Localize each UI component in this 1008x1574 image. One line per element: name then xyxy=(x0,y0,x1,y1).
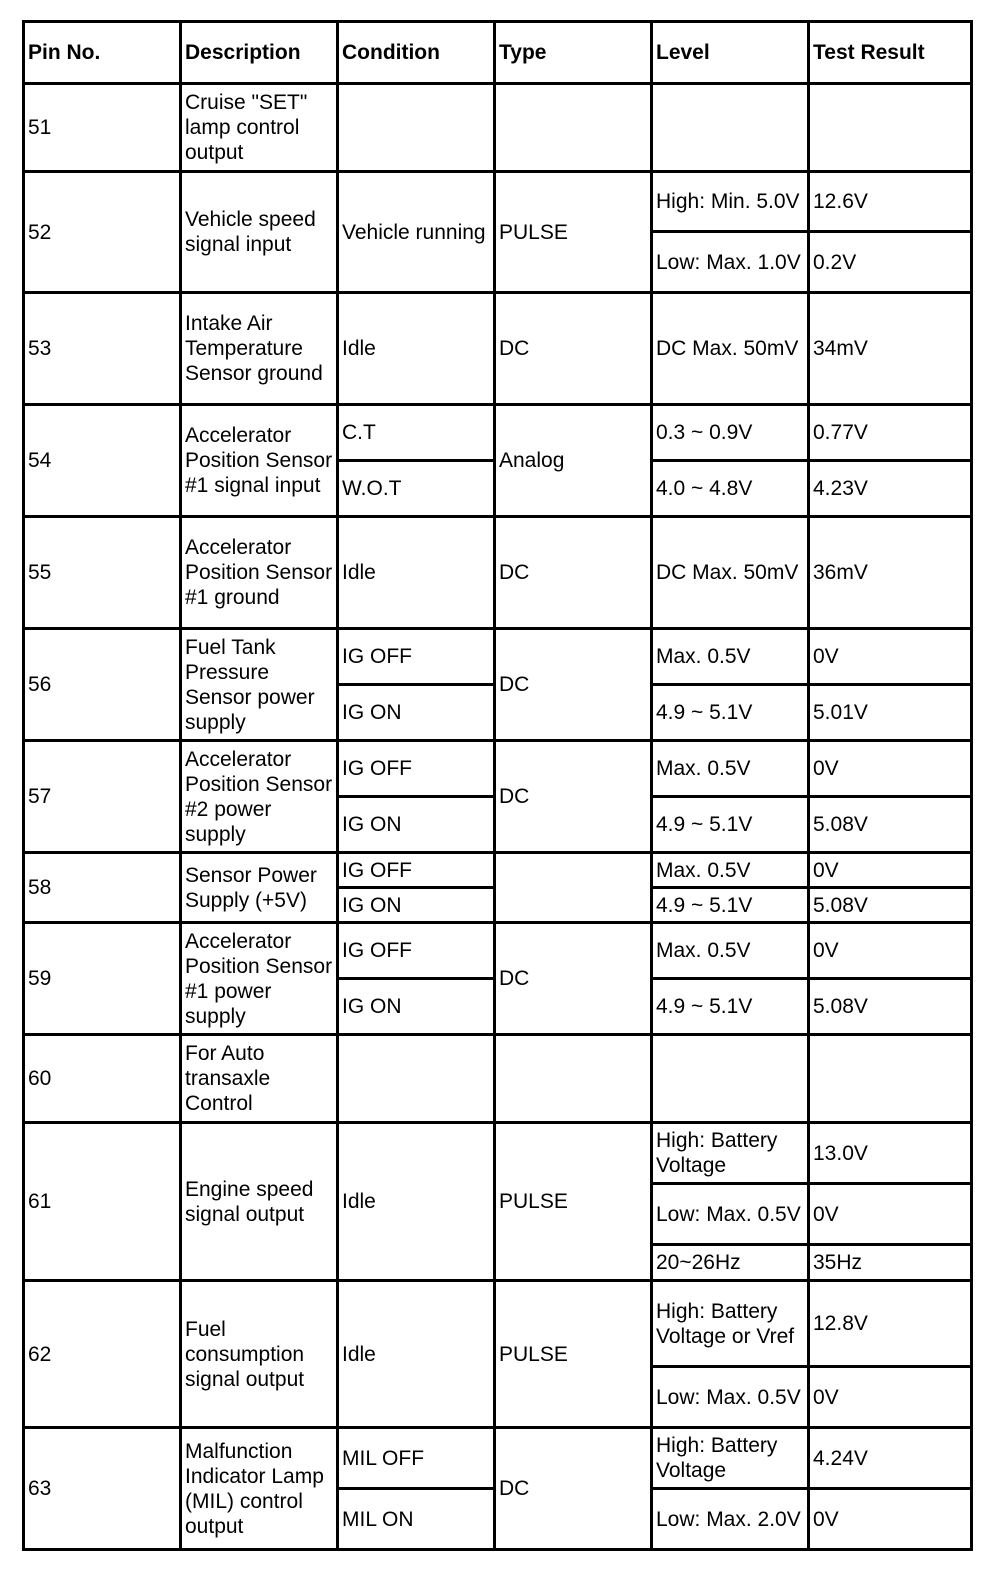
description: Accelerator Position Sensor #1 power supply xyxy=(181,923,338,1035)
test-result: 5.08V xyxy=(809,979,972,1035)
condition: IG ON xyxy=(338,685,495,741)
type xyxy=(495,84,652,172)
table-row xyxy=(24,1428,972,1489)
test-result: 5.08V xyxy=(809,797,972,853)
header-description: Description xyxy=(181,22,338,84)
condition: IG ON xyxy=(338,979,495,1035)
level: 20~26Hz xyxy=(652,1245,809,1281)
test-result: 0.77V xyxy=(809,405,972,461)
test-result: 0V xyxy=(809,741,972,797)
level: 4.9 ~ 5.1V xyxy=(652,685,809,741)
condition xyxy=(338,84,495,172)
type: DC xyxy=(495,741,652,853)
pin-number: 53 xyxy=(24,293,181,405)
table-row xyxy=(24,517,972,629)
test-result: 0V xyxy=(809,923,972,979)
level: Max. 0.5V xyxy=(652,629,809,685)
header-test-result: Test Result xyxy=(809,22,972,84)
level xyxy=(652,1035,809,1123)
pin-number: 57 xyxy=(24,741,181,853)
level: 4.9 ~ 5.1V xyxy=(652,979,809,1035)
pin-number: 63 xyxy=(24,1428,181,1550)
description: Vehicle speed signal input xyxy=(181,172,338,293)
header-pin: Pin No. xyxy=(24,22,181,84)
type: DC xyxy=(495,1428,652,1550)
table-row xyxy=(24,172,972,232)
pin-number: 58 xyxy=(24,853,181,923)
description: Fuel consumption signal output xyxy=(181,1281,338,1428)
pin-number: 56 xyxy=(24,629,181,741)
level: 4.0 ~ 4.8V xyxy=(652,461,809,517)
condition: IG ON xyxy=(338,797,495,853)
test-result: 13.0V xyxy=(809,1123,972,1184)
pin-number: 51 xyxy=(24,84,181,172)
condition: IG OFF xyxy=(338,853,495,888)
condition: IG OFF xyxy=(338,741,495,797)
test-result: 4.23V xyxy=(809,461,972,517)
table-row xyxy=(24,629,972,685)
level: Max. 0.5V xyxy=(652,923,809,979)
level: High: Battery Voltage xyxy=(652,1123,809,1184)
level: DC Max. 50mV xyxy=(652,517,809,629)
test-result xyxy=(809,1035,972,1123)
description: Malfunction Indicator Lamp (MIL) control output xyxy=(181,1428,338,1550)
condition: Idle xyxy=(338,293,495,405)
description: Accelerator Position Sensor #1 signal input xyxy=(181,405,338,517)
table-row xyxy=(24,84,972,172)
description: Fuel Tank Pressure Sensor power supply xyxy=(181,629,338,741)
condition: MIL ON xyxy=(338,1489,495,1550)
type: PULSE xyxy=(495,1281,652,1428)
type: DC xyxy=(495,293,652,405)
header-condition: Condition xyxy=(338,22,495,84)
condition: Idle xyxy=(338,1123,495,1281)
test-result: 35Hz xyxy=(809,1245,972,1281)
type: DC xyxy=(495,923,652,1035)
level: Low: Max. 1.0V xyxy=(652,232,809,293)
test-result: 0V xyxy=(809,1367,972,1428)
type xyxy=(495,853,652,923)
table-row xyxy=(24,1281,972,1367)
table-row xyxy=(24,405,972,461)
table-row xyxy=(24,923,972,979)
condition: IG OFF xyxy=(338,923,495,979)
condition: Idle xyxy=(338,1281,495,1428)
condition: IG OFF xyxy=(338,629,495,685)
condition: C.T xyxy=(338,405,495,461)
level: Max. 0.5V xyxy=(652,741,809,797)
level: Low: Max. 2.0V xyxy=(652,1489,809,1550)
condition: Vehicle running xyxy=(338,172,495,293)
table-row xyxy=(24,1123,972,1184)
condition xyxy=(338,1035,495,1123)
test-result: 12.8V xyxy=(809,1281,972,1367)
test-result: 0V xyxy=(809,853,972,888)
test-result: 0V xyxy=(809,1489,972,1550)
level: Low: Max. 0.5V xyxy=(652,1184,809,1245)
type: PULSE xyxy=(495,1123,652,1281)
pin-number: 59 xyxy=(24,923,181,1035)
table-row xyxy=(24,1035,972,1123)
type: PULSE xyxy=(495,172,652,293)
level: Low: Max. 0.5V xyxy=(652,1367,809,1428)
level: High: Min. 5.0V xyxy=(652,172,809,232)
level: High: Battery Voltage or Vref xyxy=(652,1281,809,1367)
test-result: 5.01V xyxy=(809,685,972,741)
type: DC xyxy=(495,517,652,629)
level: DC Max. 50mV xyxy=(652,293,809,405)
header-row xyxy=(24,22,972,84)
level: Max. 0.5V xyxy=(652,853,809,888)
type xyxy=(495,1035,652,1123)
pin-number: 54 xyxy=(24,405,181,517)
level: 4.9 ~ 5.1V xyxy=(652,888,809,923)
condition: IG ON xyxy=(338,888,495,923)
pin-table xyxy=(22,20,973,1551)
description: Sensor Power Supply (+5V) xyxy=(181,853,338,923)
test-result: 12.6V xyxy=(809,172,972,232)
level: 0.3 ~ 0.9V xyxy=(652,405,809,461)
pin-number: 60 xyxy=(24,1035,181,1123)
table-row xyxy=(24,853,972,888)
pin-number: 62 xyxy=(24,1281,181,1428)
test-result: 34mV xyxy=(809,293,972,405)
test-result: 0V xyxy=(809,1184,972,1245)
description: Intake Air Temperature Sensor ground xyxy=(181,293,338,405)
header-level: Level xyxy=(652,22,809,84)
type: DC xyxy=(495,629,652,741)
type: Analog xyxy=(495,405,652,517)
header-type: Type xyxy=(495,22,652,84)
test-result: 0V xyxy=(809,629,972,685)
test-result xyxy=(809,84,972,172)
test-result: 0.2V xyxy=(809,232,972,293)
description: Engine speed signal output xyxy=(181,1123,338,1281)
description: For Auto transaxle Control xyxy=(181,1035,338,1123)
pin-number: 55 xyxy=(24,517,181,629)
table-row xyxy=(24,293,972,405)
test-result: 36mV xyxy=(809,517,972,629)
condition: MIL OFF xyxy=(338,1428,495,1489)
pin-number: 52 xyxy=(24,172,181,293)
description: Cruise "SET" lamp control output xyxy=(181,84,338,172)
test-result: 5.08V xyxy=(809,888,972,923)
level: 4.9 ~ 5.1V xyxy=(652,797,809,853)
description: Accelerator Position Sensor #1 ground xyxy=(181,517,338,629)
level xyxy=(652,84,809,172)
description: Accelerator Position Sensor #2 power supply xyxy=(181,741,338,853)
pin-number: 61 xyxy=(24,1123,181,1281)
level: High: Battery Voltage xyxy=(652,1428,809,1489)
table-row xyxy=(24,741,972,797)
test-result: 4.24V xyxy=(809,1428,972,1489)
condition: W.O.T xyxy=(338,461,495,517)
condition: Idle xyxy=(338,517,495,629)
